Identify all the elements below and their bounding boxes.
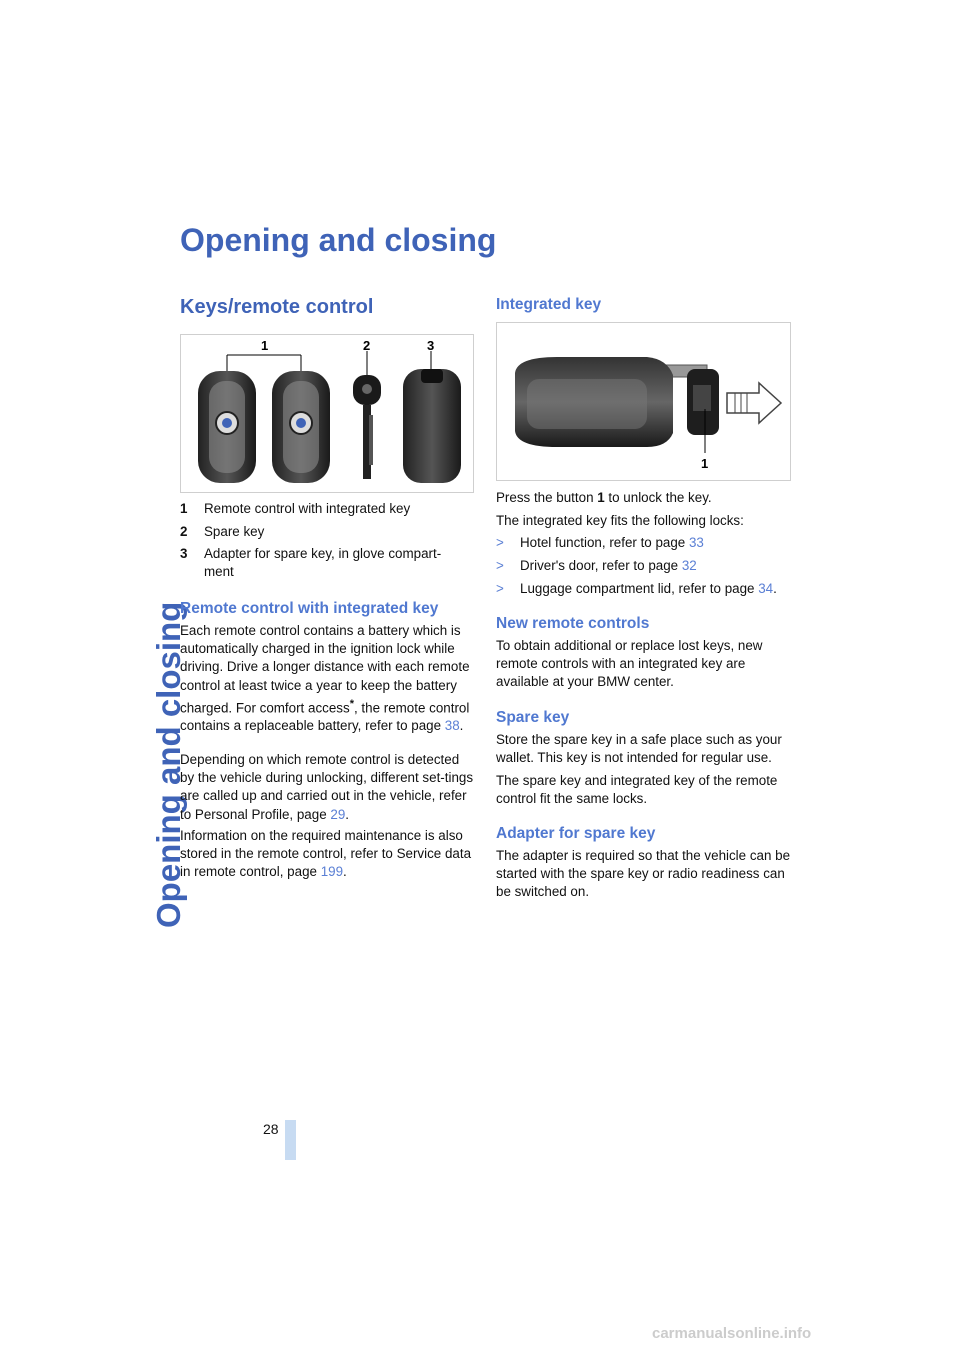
- sub-heading-new-remotes: New remote controls: [496, 615, 650, 632]
- sub-heading-adapter: Adapter for spare key: [496, 825, 656, 842]
- section-heading-keys: Keys/remote control: [180, 296, 374, 318]
- paragraph-new-remotes: To obtain additional or replace lost keys, new remote controls with an integrated key are available at your BMW center.: [496, 638, 763, 690]
- callout-1: 1: [261, 338, 269, 353]
- page-link-32[interactable]: 32: [681, 558, 697, 573]
- page-link-38[interactable]: 38: [444, 718, 460, 734]
- callout-1: 1: [701, 456, 709, 471]
- page-number: 28: [263, 1121, 279, 1137]
- page-title: Opening and closing: [180, 222, 497, 258]
- adapter-icon: [403, 369, 461, 483]
- paragraph-battery: Each remote control contains a battery which is automatically charged in the ignition lock while driving. Drive a longer distance with each remote control at least twice a year to keep the battery charged. For comfort access*, the remote control contains a replaceable battery, refer to page 38.: [180, 623, 470, 734]
- section-heading-integrated-key: Integrated key: [496, 296, 602, 313]
- keys-figure: [180, 334, 474, 493]
- integrated-key-illustration: [497, 323, 790, 480]
- paragraph-spare-key-1: Store the spare key in a safe place such as your wallet. This key is not intended for regular use.: [496, 732, 782, 766]
- paragraph-maintenance: Information on the required maintenance is also stored in the remote control, refer to Service data in remote control, page 199.: [180, 828, 472, 880]
- page-number-bar: [285, 1120, 296, 1160]
- paragraph-profile: Depending on which remote control is detected by the vehicle during unlocking, different set-tings are called up and carried out in the vehicle, refer to Personal Profile, page 29.: [180, 752, 474, 822]
- paragraph-spare-key-2: The spare key and integrated key of the remote control fit the same locks.: [496, 773, 778, 807]
- keys-illustration: [181, 335, 473, 492]
- integrated-key-figure: [496, 322, 791, 481]
- side-tab: [104, 228, 187, 928]
- legend-item: 2 Spare key: [180, 524, 265, 539]
- page-link-199[interactable]: 199: [320, 864, 344, 880]
- page-link-29[interactable]: 29: [330, 806, 346, 822]
- page-link-33[interactable]: 33: [688, 535, 704, 550]
- side-tab-label: Opening and closing: [150, 601, 187, 928]
- paragraph-adapter: The adapter is required so that the vehicle can be started with the spare key or radio readiness can be switched on.: [496, 848, 791, 900]
- paragraph-locks: The integrated key fits the following locks:: [496, 513, 744, 528]
- callout-3: 3: [427, 338, 435, 353]
- callout-2: 2: [363, 338, 371, 353]
- paragraph-press-button: Press the button 1 to unlock the key.: [496, 490, 712, 505]
- sub-heading-spare-key: Spare key: [496, 709, 570, 726]
- legend-item: 1 Remote control with integrated key: [180, 501, 411, 516]
- footer-watermark: carmanualsonline.info: [652, 1325, 812, 1342]
- page-link-34[interactable]: 34: [758, 581, 774, 596]
- legend-item: 3 Adapter for spare key, in glove compart-ment: [180, 546, 442, 580]
- sub-heading-remote: Remote control with integrated key: [180, 600, 439, 617]
